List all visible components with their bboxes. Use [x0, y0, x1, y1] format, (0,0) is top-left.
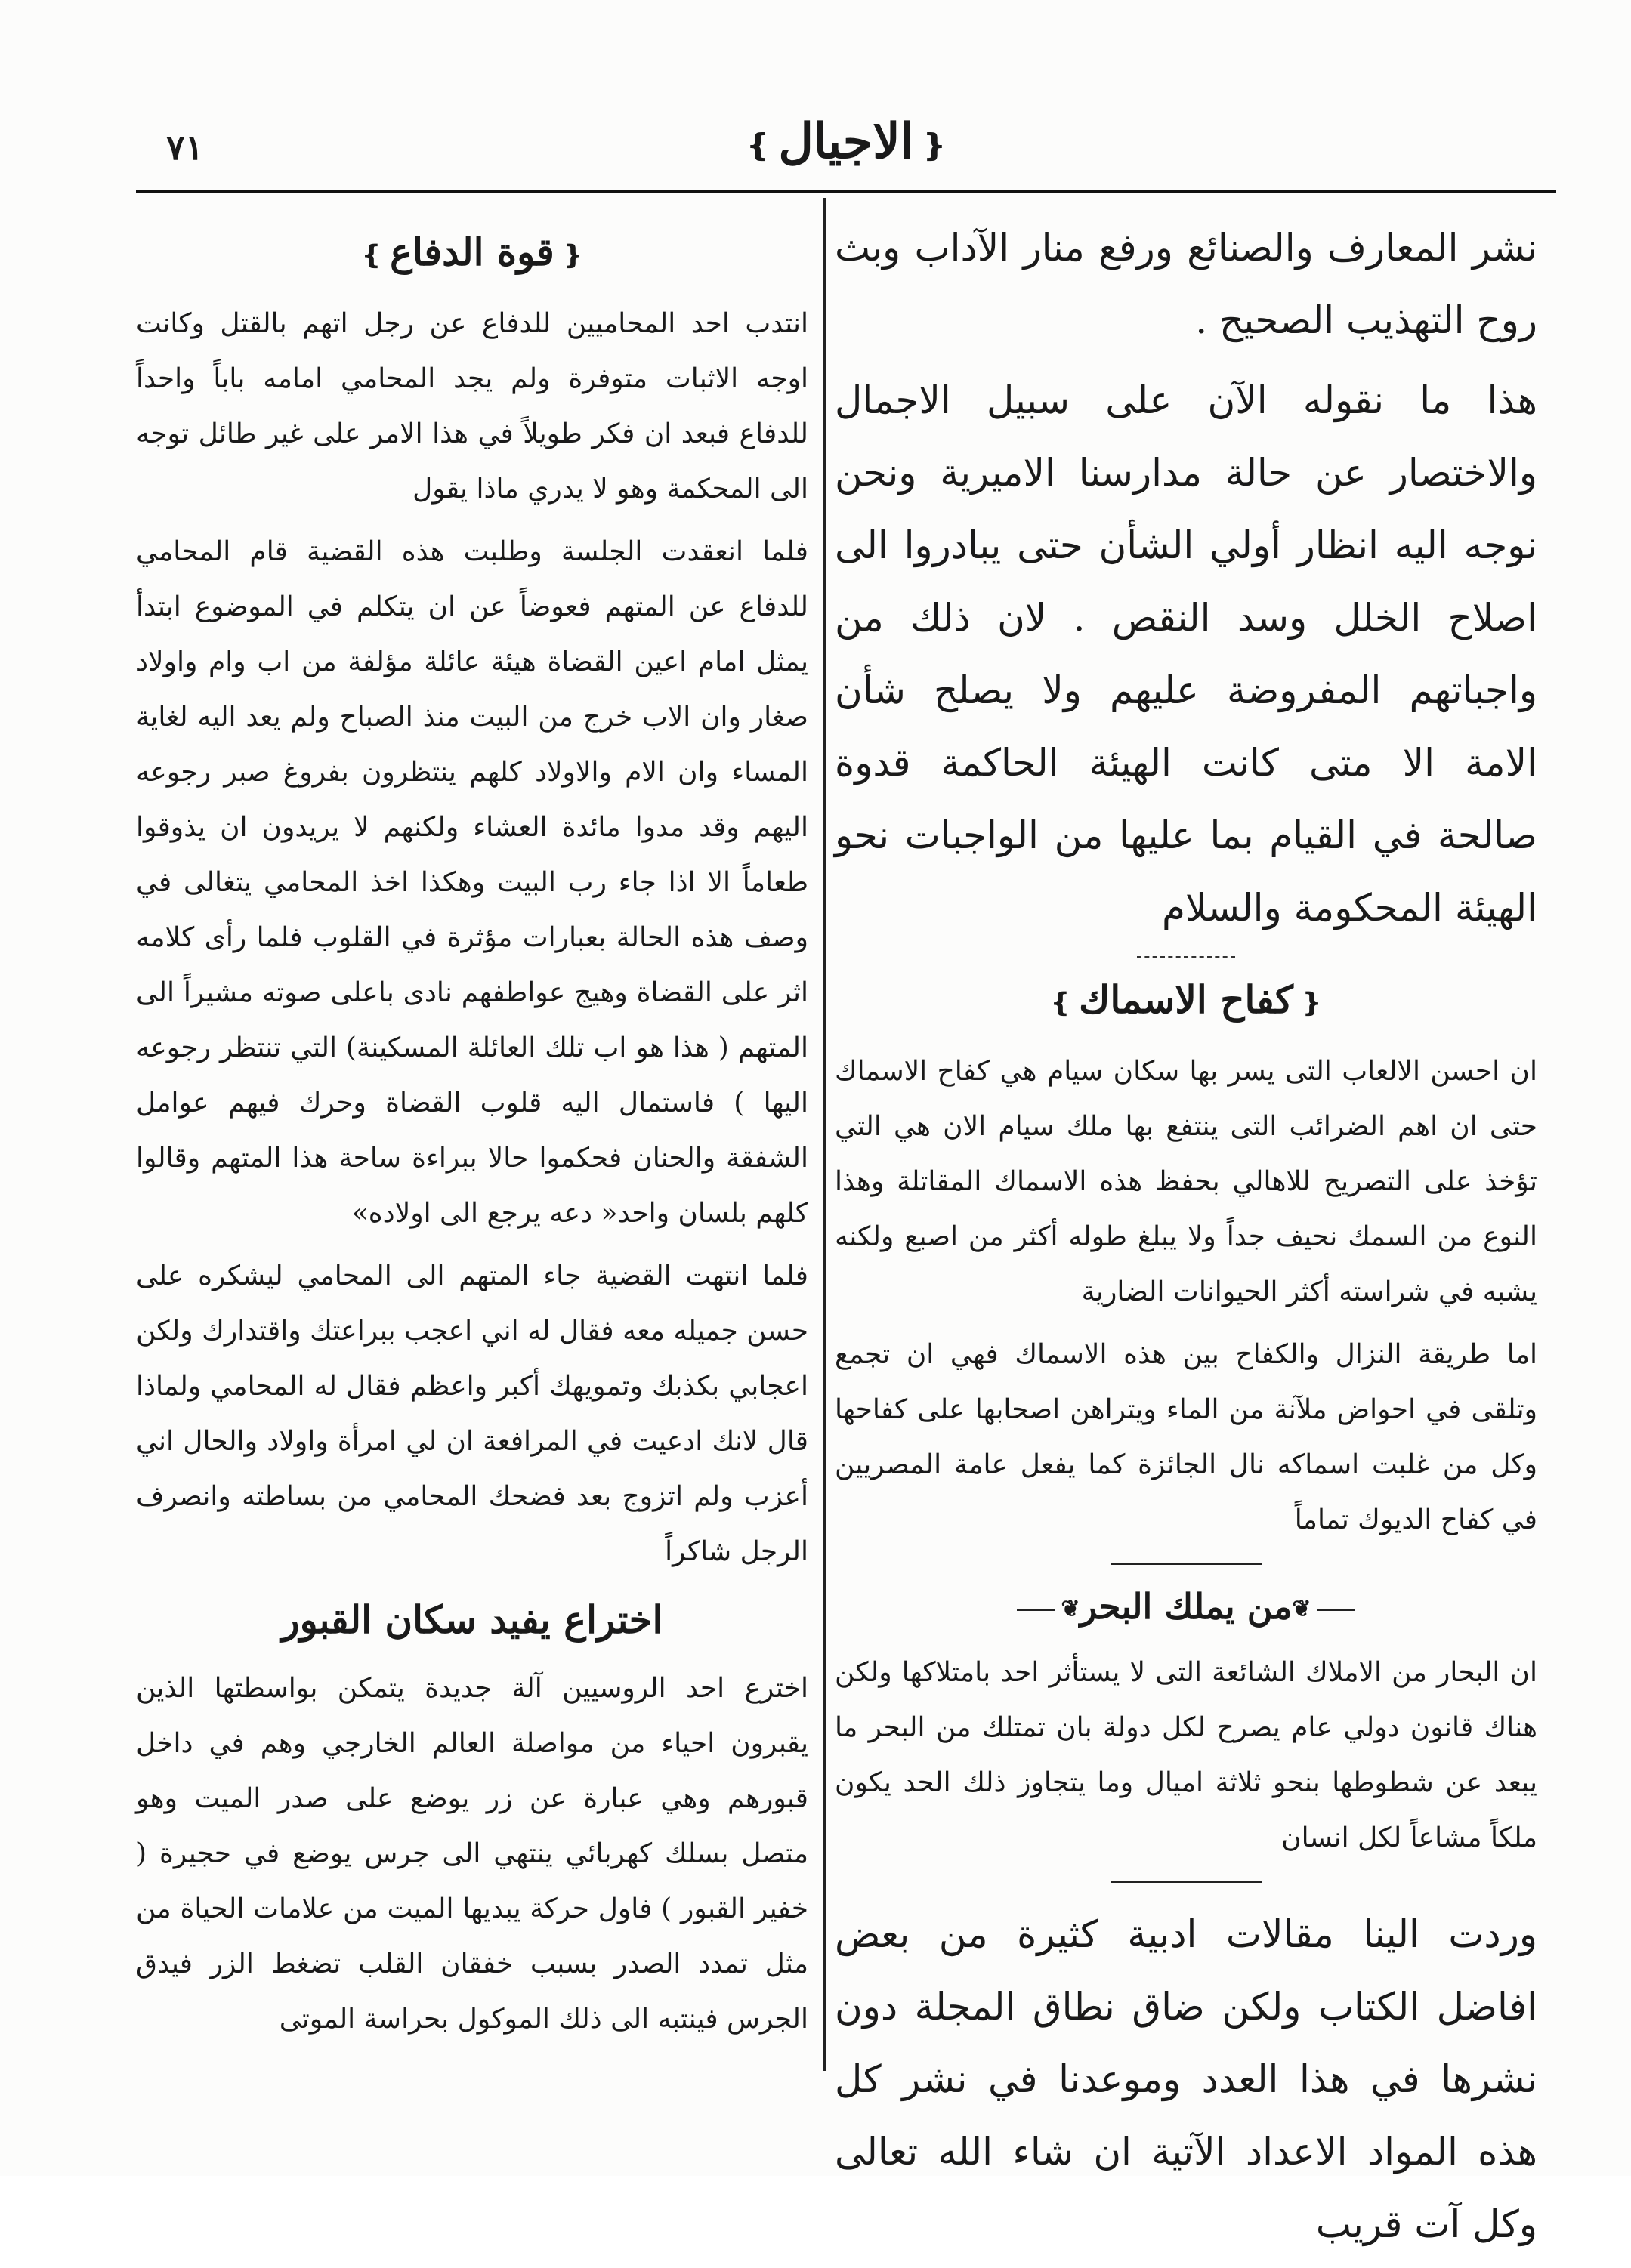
header-rule	[136, 190, 1556, 193]
defense-heading-text: قوة الدفاع	[390, 230, 554, 274]
invention-heading	[136, 1590, 808, 1650]
page-header	[136, 113, 1556, 196]
dash-decoration	[1017, 1609, 1055, 1611]
dash-decoration	[1317, 1609, 1355, 1611]
journal-title-text: الاجيال	[778, 113, 914, 170]
ornament-right-icon: ❵	[1049, 988, 1072, 1018]
fish-heading	[835, 970, 1537, 1033]
sea-heading-text: من يملك البحر	[1080, 1586, 1293, 1627]
left-column	[136, 211, 808, 2054]
ornament-left-icon: ❴	[561, 240, 584, 270]
ornament-right-icon: ❵	[745, 128, 771, 163]
defense-paragraph-2: فلما انعقدت الجلسة وطلبت هذه القضية قام المحامي للدفاع عن المتهم فعوضاً عن ان يتكلم في الموضوع ابتدأ يمثل امام اعين القضاة هيئة عائلة مؤلفة من اب وام واولاد صغار وان الاب خرج من البيت منذ الصباح ولم يعد اليه لغاية المساء وان الام والاولاد كلهم ينتظرون بفروغ صبر رجوعه اليهم وقد مدوا مائدة العشاء ولكنهم لا يريدون ان يذوقوا طعاماً الا اذا جاء رب البيت وهكذا اخذ المحامي يتغالى في وصف هذه الحالة بعبارات مؤثرة في القلوب فلما رأى كلامه اثر على القضاة وهيج عواطفهم نادى باعلى صوته مشيراً الى المتهم ( هذا هو اب تلك العائلة المسكينة) التي تنتظر رجوعه اليها ) فاستمال اليه قلوب القضاة وحرك فيهم عوامل الشفقة والحنان فحكموا حالا ببراءة ساحة هذا المتهم وقالوا كلهم بلسان واحد« دعه يرجع الى اولاده»	[136, 536, 809, 1229]
fish-heading-text: كفاح الاسماك	[1079, 977, 1293, 1022]
ornament-left-icon: ❴	[921, 128, 947, 163]
invention-heading-text: اختراع يفيد سكان القبور	[281, 1597, 663, 1642]
fish-paragraph-2: اما طريقة النزال والكفاح بين هذه الاسماك فهي ان تجمع وتلقى في احواض ملآنة من الماء ويتراهن اصحابها على كفاحها وكل من غلبت اسماكه نال الجائزة كما يفعل عامة المصريين في كفاح الديوك تماماً	[835, 1339, 1537, 1535]
fish-section	[835, 1044, 1537, 1547]
knot-ornament-icon: ❦	[1061, 1596, 1080, 1622]
journal-title	[136, 113, 1556, 170]
section-divider	[1137, 956, 1235, 958]
sea-section	[835, 1645, 1537, 1865]
intro-paragraph-1: نشر المعارف والصنائع ورفع منار الآداب وبث روح التهذيب الصحيح .	[835, 226, 1537, 342]
invention-section	[136, 1661, 808, 2047]
invention-paragraph-1: اخترع احد الروسيين آلة جديدة يتمكن بواسطتها الذين يقبرون احياء من مواصلة العالم الخارجي وهم في داخل قبورهم وهي عبارة عن زر يوضع على صدر الميت وهو متصل بسلك كهربائي ينتهي الى جرس يوضع في حجيرة ( خفير القبور ) فاول حركة يبديها الميت من علامات الحياة من مثل تمدد الصدر بسبب خفقان القلب تضغط الزر فيدق الجرس فينتبه الى ذلك الموكول بحراسة الموتى	[136, 1673, 808, 2035]
sea-heading	[835, 1580, 1537, 1636]
defense-heading	[136, 222, 808, 285]
right-column	[835, 211, 1537, 2268]
defense-paragraph-1: انتدب احد المحاميين للدفاع عن رجل اتهم بالقتل وكانت اوجه الاثبات متوفرة ولم يجد المحامي امامه باباً واحداً للدفاع فبعد ان فكر طويلاً في هذا الامر على غير طائل توجه الى المحكمة وهو لا يدري ماذا يقول	[136, 308, 808, 505]
ornament-left-icon: ❴	[1300, 988, 1323, 1018]
column-divider	[823, 198, 826, 2071]
page-number: ٧١	[166, 127, 204, 168]
fish-paragraph-1: ان احسن الالعاب التى يسر بها سكان سيام هي كفاح الاسماك حتى ان اهم الضرائب التى ينتفع بها ملك سيام الان هي التي تؤخذ على التصريح للاهالي بحفظ هذه الاسماك المقاتلة وهذا النوع من السمك نحيف جداً ولا يبلغ طوله أكثر من اصبع ولكنه يشبه في شراسته أكثر الحيوانات الضارية	[835, 1056, 1537, 1307]
intro-section	[835, 211, 1537, 944]
defense-paragraph-3: فلما انتهت القضية جاء المتهم الى المحامي ليشكره على حسن جميله معه فقال له اني اعجب ببراعتك واقتدارك ولكن اعجابي بكذبك وتمويهك أكبر واعظم فقال له المحامي ولماذا قال لانك ادعيت في المرافعة ان لي امرأة واولاد والحال اني أعزب ولم اتزوج بعد فضحك المحامي من بساطته وانصرف الرجل شاكراً	[136, 1261, 808, 1567]
sea-paragraph-1: ان البحار من الاملاك الشائعة التى لا يستأثر احد بامتلاكها ولكن هناك قانون دولي عام يصرح لكل دولة بان تمتلك من البحر ما يبعد عن شطوطها بنحو ثلاثة اميال وما يتجاوز ذلك الحد يكون ملكاً مشاعاً لكل انسان	[835, 1657, 1537, 1853]
section-divider	[1111, 1881, 1262, 1883]
closing-section	[835, 1898, 1537, 2260]
defense-section	[136, 296, 808, 1579]
closing-paragraph-1: وردت الينا مقالات ادبية كثيرة من بعض افاضل الكتاب ولكن ضاق نطاق المجلة دون نشرها في هذا العدد وموعدنا في نشر كل هذه المواد الاعداد الآتية ان شاء الله تعالى وكل آت قريب	[835, 1912, 1537, 2246]
intro-paragraph-2: هذا ما نقوله الآن على سبيل الاجمال والاختصار عن حالة مدارسنا الاميرية ونحن نوجه اليه انظار أولي الشأن حتى يبادروا الى اصلاح الخلل وسد النقص . لان ذلك من واجباتهم المفروضة عليهم ولا يصلح شأن الامة الا متى كانت الهيئة الحاكمة قدوة صالحة في القيام بما عليها من الواجبات نحو الهيئة المحكومة والسلام	[835, 378, 1537, 930]
section-divider	[1111, 1563, 1262, 1565]
ornament-right-icon: ❵	[360, 240, 383, 270]
knot-ornament-icon: ❦	[1292, 1596, 1311, 1622]
